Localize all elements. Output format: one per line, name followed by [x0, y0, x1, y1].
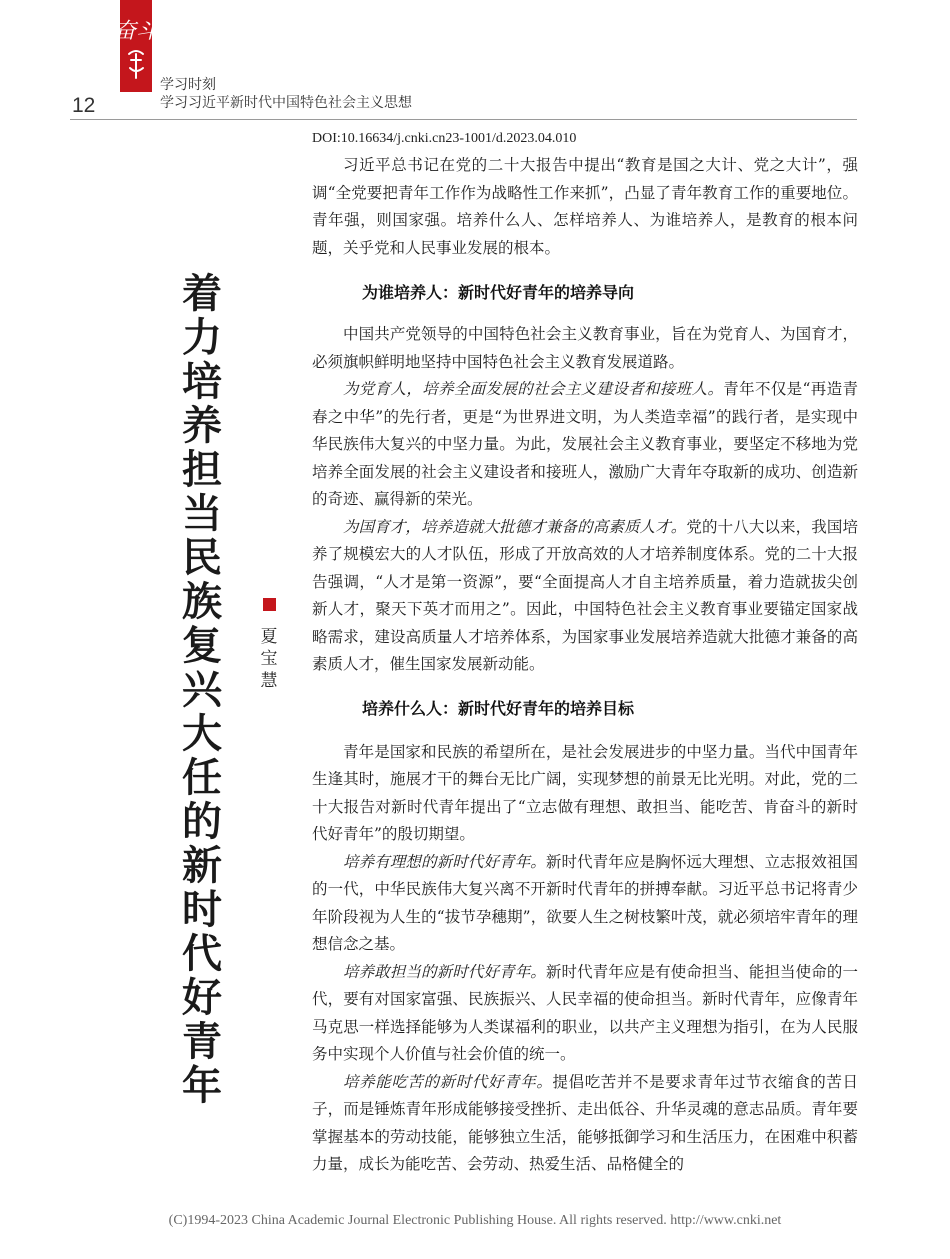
section-heading-1: 为谁培养人：新时代好青年的培养导向	[362, 283, 635, 302]
column-name: 学习时刻	[160, 77, 216, 93]
section1-paragraph-3	[312, 514, 858, 679]
article-body	[312, 152, 858, 1179]
section1-paragraph-2	[312, 376, 858, 514]
header-divider	[70, 119, 857, 120]
magazine-logo	[113, 0, 159, 92]
paragraph-body: 新时代青年应是胸怀远大理想、立志报效祖国的一代，中华民族伟大复兴离不开新时代青年的拼搏奉献。习近平总书记将青少年阶段视为人生的“拔节孕穗期”，欲要人生之树枝繁叶茂，就必须培牢青年的理想信念之基。	[312, 852, 858, 953]
copyright-footer: (C)1994-2023 China Academic Journal Electronic Publishing House. All rights reserved. http://www.cnki.net	[168, 1213, 782, 1228]
column-subtitle: 学习习近平新时代中国特色社会主义思想	[160, 95, 412, 111]
section2-paragraph-2	[312, 849, 858, 959]
section2-paragraph-1: 青年是国家和民族的希望所在，是社会发展进步的中坚力量。当代中国青年生逢其时，施展才干的舞台无比广阔，实现梦想的前景无比光明。对此，党的二十大报告对新时代青年提出了“立志做有理想、敢担当、能吃苦、肯奋斗的新时代好青年”的殷切期望。	[312, 742, 858, 843]
paragraph-body: 青年不仅是“再造青春之中华”的先行者，更是“为世界进文明，为人类造幸福”的践行者，是实现中华民族伟大复兴的中坚力量。为此，发展社会主义教育事业，要坚定不移地为党培养全面发展的社会主义建设者和接班人，激励广大青年夺取新的成功、创造新的奇迹、赢得新的荣光。	[312, 380, 858, 508]
logo-char-1: 奋斗	[113, 19, 159, 44]
lead-phrase: 培养敢担当的新时代好青年。	[343, 962, 546, 981]
author-marker-square	[263, 598, 276, 611]
section2-paragraph-4	[312, 1069, 858, 1179]
lead-phrase: 培养有理想的新时代好青年。	[343, 852, 546, 871]
section1-paragraph-1: 中国共产党领导的中国特色社会主义教育事业，旨在为党育人、为国育才，必须旗帜鲜明地坚持中国特色社会主义教育发展道路。	[312, 325, 858, 371]
paragraph-body: 新时代青年应是有使命担当、能担当使命的一代，要有对国家富强、民族振兴、人民幸福的使命担当。新时代青年，应像青年马克思一样选择能够为人类谋福利的职业，以共产主义理想为指引，在为人民服务中实现个人价值与社会价值的统一。	[312, 962, 858, 1063]
article-title: 着力培养担当民族复兴大任的新时代好青年	[182, 271, 222, 1109]
paragraph-body: 党的十八大以来，我国培养了规模宏大的人才队伍，形成了开放高效的人才培养制度体系。党的二十大报告强调，“人才是第一资源”，要“全面提高人才自主培养质量，着力造就拔尖创新人才，聚天下英才而用之”。因此，中国特色社会主义教育事业要锚定国家战略需求，建设高质量人才培养体系，为国家事业发展培养造就大批德才兼备的高素质人才，催生国家发展新动能。	[312, 517, 858, 673]
intro-paragraph: 习近平总书记在党的二十大报告中提出“教育是国之大计、党之大计”，强调“全党要把青年工作作为战略性工作来抓”，凸显了青年教育工作的重要地位。青年强，则国家强。培养什么人、怎样培养人、为谁培养人，是教育的根本问题，关乎党和人民事业发展的根本。	[312, 156, 858, 257]
running-header	[160, 76, 412, 112]
lead-phrase: 培养能吃苦的新时代好青年。	[343, 1072, 553, 1091]
section2-paragraph-3	[312, 959, 858, 1069]
lead-phrase: 为国育才，培养造就大批德才兼备的高素质人才。	[343, 517, 687, 536]
calligraphy-logo-icon	[113, 8, 159, 84]
lead-phrase: 为党育人，培养全面发展的社会主义建设者和接班人。	[343, 380, 724, 398]
doi: DOI:10.16634/j.cnki.cn23-1001/d.2023.04.010	[312, 131, 577, 146]
paragraph-body: 提倡吃苦并不是要求青年过节衣缩食的苦日子，而是锤炼青年形成能够接受挫折、走出低谷、升华灵魂的意志品质。青年要掌握基本的劳动技能，能够独立生活，能够抵御学习和生活压力，在困难中积蓄力量，成长为能吃苦、会劳动、热爱生活、品格健全的	[312, 1072, 858, 1173]
section-heading-2: 培养什么人：新时代好青年的培养目标	[362, 698, 635, 718]
author-name: 夏宝慧	[260, 627, 278, 691]
page-number: 12	[72, 94, 96, 117]
